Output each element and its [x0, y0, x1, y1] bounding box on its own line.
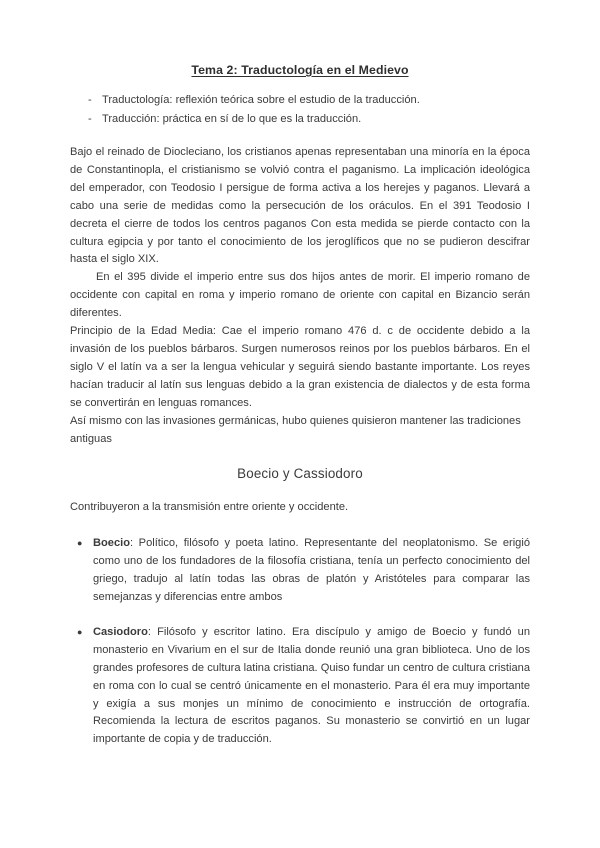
document-content: [70, 62, 530, 766]
round-bullet-icon: ●: [77, 538, 83, 549]
paragraph-invasiones-germanicas: Así mismo con las invasiones germánicas, hubo quienes quisieron mantener las tradiciones antiguas: [70, 414, 521, 445]
author-name-casiodoro: Casiodoro: [93, 625, 148, 638]
paragraph-division-imperio: En el 395 divide el imperio entre sus dos hijos antes de morir. El imperio romano de occidente con capital en roma y imperio romano de oriente con capital en Bizancio serán diferentes.: [70, 271, 530, 320]
round-bullet-icon: ●: [77, 626, 83, 637]
author-name-boecio: Boecio: [93, 537, 130, 550]
paragraph-edad-media: Principio de la Edad Media: Cae el imperio romano 476 d. c de occidente debido a la invasión de los pueblos bárbaros. Surgen numerosos reinos por los pueblos bárbaros. En el siglo V el latín va a ser la lengua vehicular y seguirá siendo bastante importante. Los reyes hacían traducir al latín sus lenguas debido a la gran existencia de dialectos y de esta forma se convertirán en lenguas romances.: [70, 325, 530, 409]
page-title: Tema 2: Traductología en el Medievo: [191, 63, 409, 77]
author-description: Político, filósofo y poeta latino. Representante del neoplatonismo. Se erigió como uno de los fundadores de la filosofía cristiana, tenía un perfecto conocimiento del griego, tradujo al latín todas las obras de platón y Aristóteles para comparar las semejanzas y diferencias entre ambos: [93, 537, 530, 604]
separator: :: [147, 625, 158, 638]
list-item: [70, 624, 530, 749]
section-heading-boecio-cassiodoro: Boecio y Cassiodoro: [237, 466, 363, 482]
definition-text: Traducción: práctica en sí de lo que es la traducción.: [102, 112, 362, 125]
author-description: Filósofo y escritor latino. Era discípulo y amigo de Boecio y fundó un monasterio en Vivarium en el sur de Italia donde reunió una gran biblioteca. Uno de los grandes profesores de cultura latina cristiana. Quiso fundar un centro de cultura cristiana en roma con lo cual se centró únicamente en el monasterio. Para él era muy importante y exigía a sus monjes un mínimo de conocimiento e instrucción de ortografía. Recomienda la lectura de escritos paganos. Su monasterio se convirtió en un lugar importante de copia y de traducción.: [93, 625, 530, 746]
list-item: [70, 92, 530, 110]
list-item: [70, 535, 530, 607]
paragraph-diocleciano: Bajo el reinado de Diocleciano, los cristianos apenas representaban una minoría en la época de Constantinopla, el cristianismo se volvió contra el paganismo. La implicación ideológica del emperador, con Teodosio I persigue de forma activa a los herejes y paganos. Llevará a cabo una serie de medidas como la persecución de los oráculos. En el 391 Teodosio I decreta el cierre de todos los centros paganos Con esta medida se pierde contacto con la cultura egipcia y por tanto el conocimiento de los jeroglíficos que no se pudieron descifrar hasta el siglo XIX.: [70, 146, 530, 266]
authors-bullet-list: [70, 535, 530, 749]
separator: :: [130, 537, 139, 550]
dash-bullet-icon: -: [88, 94, 92, 106]
definition-text: Traductología: reflexión teórica sobre el estudio de la traducción.: [102, 94, 420, 106]
dash-bullet-icon: -: [88, 112, 92, 125]
list-item: [70, 111, 530, 129]
section-lead-text: Contribuyeron a la transmisión entre oriente y occidente.: [70, 501, 349, 514]
definition-list: [70, 92, 530, 128]
